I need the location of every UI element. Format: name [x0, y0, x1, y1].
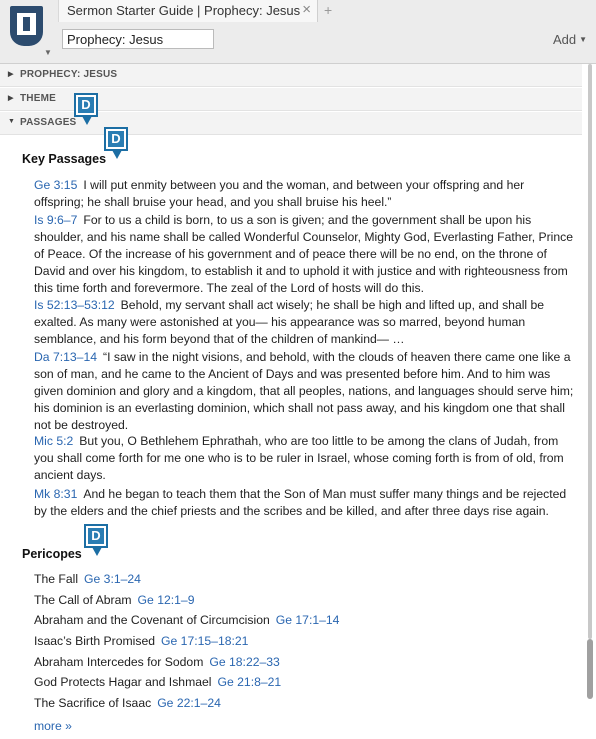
pericope-item — [34, 593, 194, 607]
passage-text: “I saw in the night visions, and behold, with the clouds of heaven there came one like a son of man, and he came to the Ancient of Days and was presented before him. And to him was given dominion and glory and a kingdom, that all peoples, nations, and languages should serve him; his dominion is an everlasting dominion, which shall not pass away, and his kingdom one that shall not be destroyed. — [34, 350, 574, 432]
chevron-right-icon: ▶ — [8, 95, 14, 102]
passage-item — [34, 433, 574, 484]
pericope-title: God Protects Hagar and Ishmael — [34, 675, 212, 689]
passage-ref-link[interactable]: Mk 8:31 — [34, 487, 78, 501]
section-prophecy-jesus[interactable] — [0, 64, 582, 87]
chevron-right-icon: ▶ — [8, 71, 14, 78]
passage-ref-link[interactable]: Mic 5:2 — [34, 434, 74, 448]
pericope-title: Abraham and the Covenant of Circumcision — [34, 613, 270, 627]
passage-ref-link[interactable]: Is 52:13–53:12 — [34, 298, 115, 312]
passage-item — [34, 349, 574, 434]
pericope-item — [34, 572, 141, 586]
pericope-title: The Fall — [34, 572, 79, 586]
pericope-ref-link[interactable]: Ge 18:22–33 — [209, 655, 280, 669]
dataset-badge-icon[interactable]: D — [74, 93, 100, 127]
passage-text: For to us a child is born, to us a son is given; and the government shall be upon his shoulder, and his name shall be called Wonderful Counselor, Mighty God, Everlasting Father, Prince of Peace. Of the increase of his government and of peace there will be no end, on the throne of David and over his kingdom, to establish it and to uphold it with justice and with righteousness from this time forth and forevermore. The zeal of the Lord of hosts will do this. — [34, 213, 574, 295]
chevron-down-icon[interactable]: ▼ — [44, 48, 52, 57]
passage-ref-link[interactable]: Ge 3:15 — [34, 178, 78, 192]
pericope-item — [34, 696, 221, 710]
vertical-scrollbar[interactable] — [586, 64, 594, 724]
passage-text: I will put enmity between you and the woman, and between your offspring and her offspring; he shall bruise your head, and you shall bruise his heel.” — [34, 178, 525, 209]
section-label: THEME — [20, 93, 56, 104]
pericope-ref-link[interactable]: Ge 22:1–24 — [157, 696, 221, 710]
passage-text: And he began to teach them that the Son of Man must suffer many things and be rejected by the elders and the chief priests and the scribes and be killed, and after three days rise again. — [34, 487, 567, 518]
guide-search-input[interactable] — [62, 29, 214, 49]
pericope-ref-link[interactable]: Ge 17:15–18:21 — [161, 634, 249, 648]
add-button-label: Add — [553, 32, 577, 47]
pericope-ref-link[interactable]: Ge 17:1–14 — [275, 613, 340, 627]
pericope-ref-link[interactable]: Ge 12:1–9 — [137, 593, 195, 607]
app-logo-icon[interactable] — [10, 6, 43, 46]
add-button[interactable] — [553, 32, 587, 47]
passage-item — [34, 297, 574, 348]
pericope-item — [34, 655, 280, 669]
pericope-item — [34, 634, 248, 648]
pericopes-heading: Pericopes — [22, 547, 82, 561]
pericope-ref-link[interactable]: Ge 21:8–21 — [217, 675, 282, 689]
pericope-title: The Sacrifice of Isaac — [34, 696, 152, 710]
new-tab-icon[interactable]: + — [324, 2, 333, 18]
tab-title: Sermon Starter Guide | Prophecy: Jesus — [67, 3, 301, 18]
dataset-badge-icon[interactable]: D — [84, 524, 110, 558]
chevron-down-icon: ▼ — [8, 118, 16, 125]
pericope-title: Isaac’s Birth Promised — [34, 634, 156, 648]
document-tab[interactable] — [58, 0, 318, 22]
pericope-ref-link[interactable]: Ge 3:1–24 — [84, 572, 141, 586]
passage-ref-link[interactable]: Da 7:13–14 — [34, 350, 98, 364]
dataset-badge-icon[interactable]: D — [104, 127, 130, 161]
key-passages-heading: Key Passages — [22, 152, 107, 166]
passage-text: Behold, my servant shall act wisely; he shall be high and lifted up, and shall be exalted. As many were astonished at you— his appearance was so marred, beyond human semblance, and his form beyond that of the children of mankind— … — [34, 298, 545, 346]
pericope-item — [34, 675, 281, 689]
passage-item — [34, 212, 574, 297]
scrollbar-thumb[interactable] — [587, 639, 593, 699]
pericope-item — [34, 613, 339, 627]
close-icon[interactable]: × — [302, 1, 311, 18]
more-link[interactable]: more » — [34, 719, 72, 733]
top-toolbar — [0, 0, 596, 64]
pericope-title: The Call of Abram — [34, 593, 132, 607]
passage-text: But you, O Bethlehem Ephrathah, who are too little to be among the clans of Judah, from you shall come forth for me one who is to be ruler in Israel, whose coming forth is from of old, from ancient days. — [34, 434, 564, 482]
section-label: PASSAGES — [20, 117, 77, 128]
scrollbar-track[interactable] — [588, 64, 592, 639]
passage-ref-link[interactable]: Is 9:6–7 — [34, 213, 78, 227]
section-label: PROPHECY: JESUS — [20, 69, 118, 80]
chevron-down-icon: ▼ — [579, 35, 588, 44]
passage-item — [34, 486, 574, 520]
passage-item — [34, 177, 574, 211]
pericope-title: Abraham Intercedes for Sodom — [34, 655, 204, 669]
